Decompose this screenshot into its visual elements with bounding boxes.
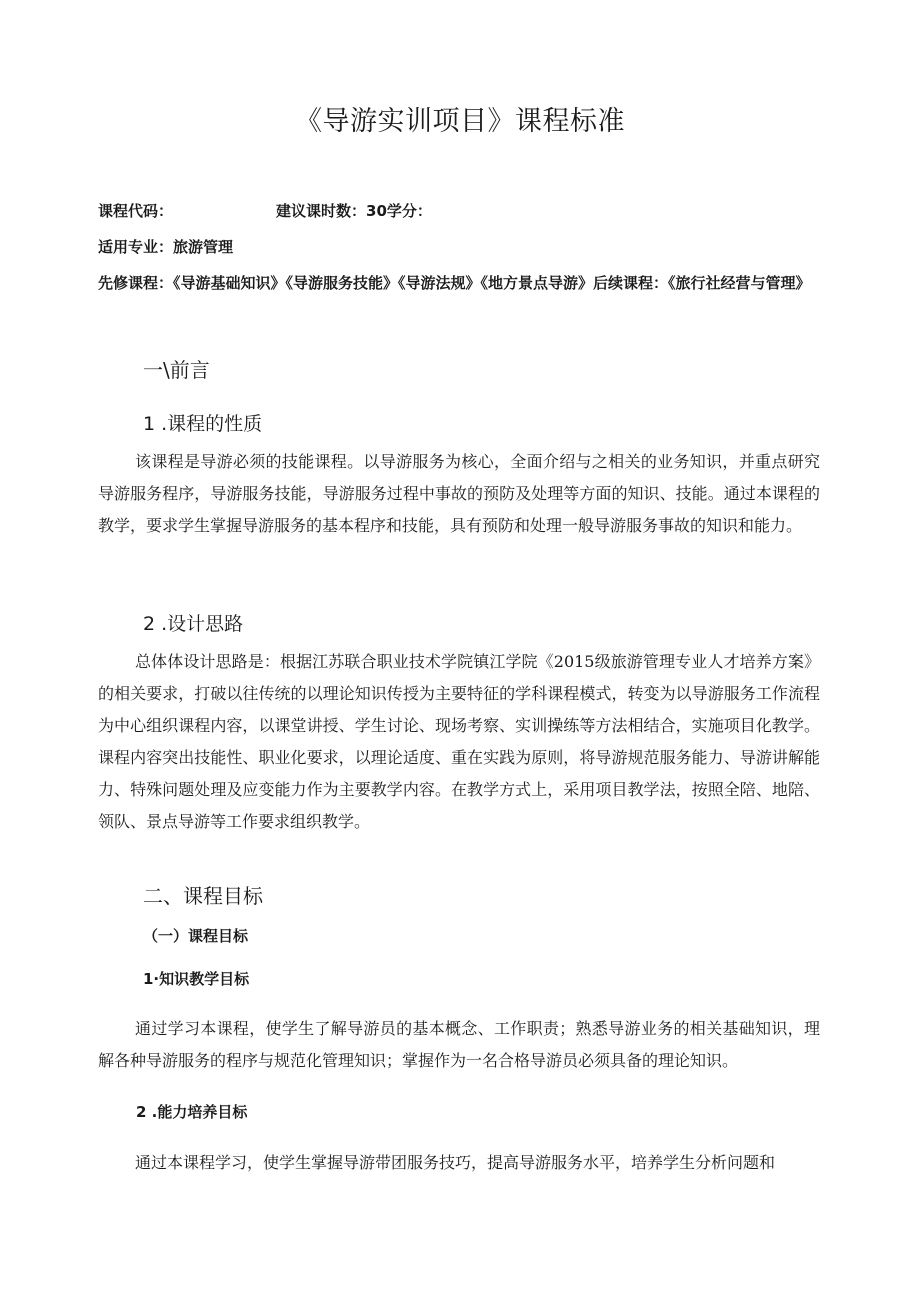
objectives-subheading: （一）课程目标 <box>143 927 249 945</box>
section-objectives-heading: 二、课程目标 <box>143 884 263 908</box>
document-title: 《导游实训项目》课程标准 <box>295 106 625 137</box>
ability-objective-heading: 2 .能力培养目标 <box>136 1103 248 1121</box>
applicable-major: 适用专业：旅游管理 <box>98 238 234 256</box>
section-preface-heading: 一\前言 <box>143 358 210 382</box>
course-code-label: 课程代码： <box>98 202 174 220</box>
prerequisite-courses: 先修课程：《导游基础知识》《导游服务技能》《导游法规》《地方景点导游》后续课程：《旅行社经营与管理》 <box>98 274 811 292</box>
knowledge-objective-heading: 1·知识教学目标 <box>143 970 250 988</box>
ability-objective-text: 通过本课程学习，使学生掌握导游带团服务技巧，提高导游服务水平，培养学生分析问题和 <box>135 1153 776 1172</box>
course-nature-heading: 1 .课程的性质 <box>143 413 263 435</box>
course-nature-text: 该课程是导游必须的技能课程。以导游服务为核心，全面介绍与之相关的业务知识，并重点研究导游服务程序，导游服务技能，导游服务过程中事故的预防及处理等方面的知识、技能。通过本课程的教学，要求学生掌握导游服务的基本程序和技能，具有预防和处理一般导游服务事故的知识和能力。 <box>98 452 820 535</box>
knowledge-objective-text: 通过学习本课程，使学生了解导游员的基本概念、工作职责；熟悉导游业务的相关基础知识，理解各种导游服务的程序与规范化管理知识；掌握作为一名合格导游员必须具备的理论知识。 <box>98 1019 820 1070</box>
design-idea-text: 总体体设计思路是：根据江苏联合职业技术学院镇江学院《2015级旅游管理专业人才培养方案》的相关要求，打破以往传统的以理论知识传授为主要特征的学科课程模式，转变为以导游服务工作流程为中心组织课程内容，以课堂讲授、学生讨论、现场考察、实训操练等方法相结合，实施项目化教学。课程内容突出技能性、职业化要求，以理论适度、重在实践为原则，将导游规范服务能力、导游讲解能力、特殊问题处理及应变能力作为主要教学内容。在教学方式上，采用项目教学法，按照全陪、地陪、领队、景点导游等工作要求组织教学。 <box>98 652 820 831</box>
design-idea-heading: 2 .设计思路 <box>143 613 244 635</box>
hours-credits-label: 建议课时数：30学分： <box>276 202 432 220</box>
